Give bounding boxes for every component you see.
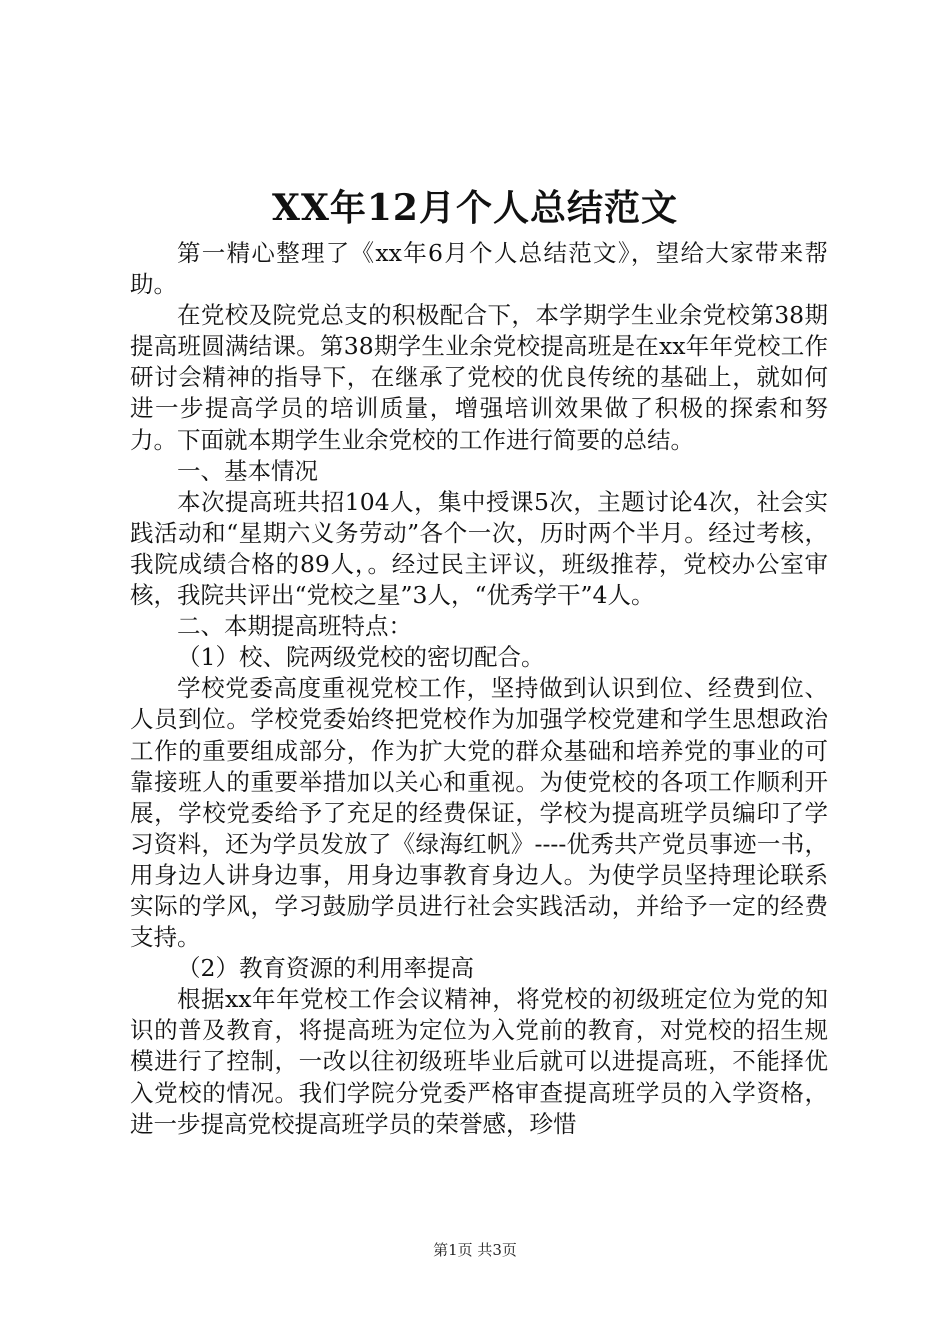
- paragraph-intro: 第一精心整理了《xx年6月个人总结范文》，望给大家带来帮助。: [130, 239, 828, 299]
- subsection-heading-1: （1）校、院两级党校的密切配合。: [177, 643, 545, 672]
- paragraph-basic-info: 本次提高班共招104人，集中授课5次，主题讨论4次，社会实践活动和“星期六义务劳动”各个一次，历时两个半月。经过考核，我院成绩合格的89人，。经过民主评议，班级推荐，党校办公室审核，我院共评出“党校之星”3人，“优秀学干”4人。: [130, 487, 828, 610]
- section-heading-basic-info: 一、基本情况: [177, 456, 318, 485]
- document-title: XX年12月个人总结范文: [272, 187, 678, 229]
- paragraph-resources: 根据xx年年党校工作会议精神，将党校的初级班定位为党的知识的普及教育，将提高班为定位为入党前的教育，对党校的招生规模进行了控制，一改以往初级班毕业后就可以进提高班，不能择优入党校的情况。我们学院分党委严格审查提高班学员的入学资格，进一步提高党校提高班学员的荣誉感，珍惜: [130, 985, 828, 1138]
- subsection-heading-2: （2）教育资源的利用率提高: [177, 954, 474, 983]
- paragraph-overview: 在党校及院党总支的积极配合下，本学期学生业余党校第38期提高班圆满结课。第38期学生业余党校提高班是在xx年年党校工作研讨会精神的指导下，在继承了党校的优良传统的基础上，就如何进一步提高学员的培训质量，增强培训效果做了积极的探索和努力。下面就本期学生业余党校的工作进行简要的总结。: [130, 301, 828, 454]
- page-footer: 第1页 共3页: [433, 1241, 517, 1259]
- paragraph-cooperation: 学校党委高度重视党校工作，坚持做到认识到位、经费到位、人员到位。学校党委始终把党校作为加强学校党建和学生思想政治工作的重要组成部分，作为扩大党的群众基础和培养党的事业的可靠接班人的重要举措加以关心和重视。为使党校的各项工作顺利开展，学校党委给予了充足的经费保证，学校为提高班学员编印了学习资料，还为学员发放了《绿海红帆》----优秀共产党员事迹一书，用身边人讲身边事，用身边事教育身边人。为使学员坚持理论联系实际的学风，学习鼓励学员进行社会实践活动，并给予一定的经费支持。: [130, 674, 828, 952]
- document-body: [130, 238, 828, 1140]
- section-heading-features: 二、本期提高班特点：: [177, 612, 412, 641]
